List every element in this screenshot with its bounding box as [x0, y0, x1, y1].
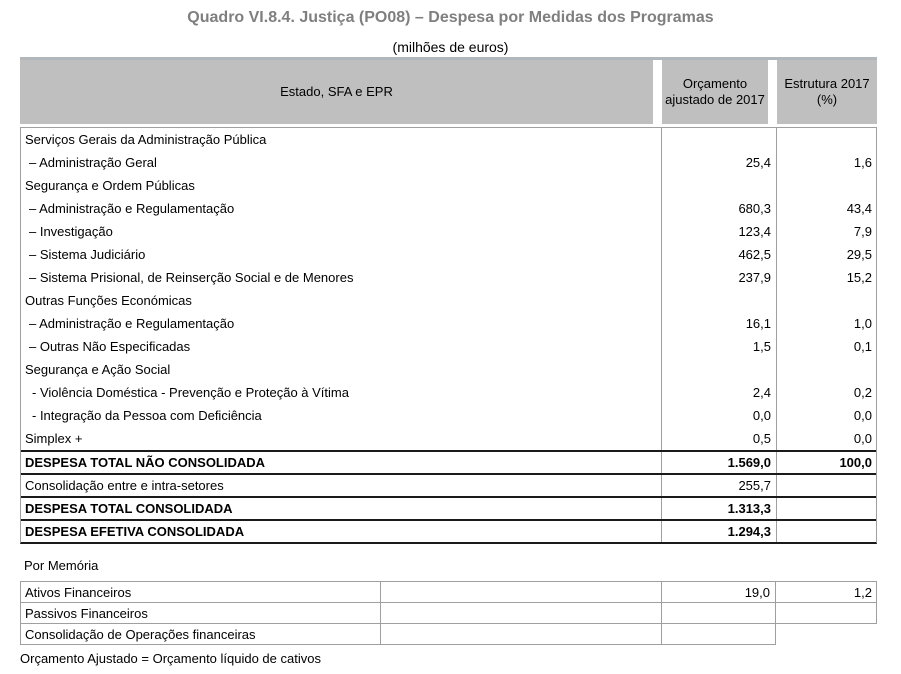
memo-row [21, 582, 877, 603]
table-row [21, 151, 876, 174]
row-pct [776, 289, 876, 312]
row-label: Serviços Gerais da Administração Pública [25, 132, 267, 147]
row-pct: 100,0 [776, 452, 876, 473]
row-pct [776, 358, 876, 381]
table-row [21, 496, 876, 519]
row-pct: 43,4 [776, 197, 876, 220]
table-row [21, 519, 876, 542]
row-value [661, 174, 776, 197]
header-cell-structure-pct: Estrutura 2017 (%) [777, 60, 877, 124]
row-value: 1.294,3 [661, 521, 776, 542]
memo-row-pct [776, 603, 877, 624]
memo-row-label: Passivos Financeiros [21, 603, 381, 624]
row-value: 1.569,0 [661, 452, 776, 473]
row-label: DESPESA TOTAL NÃO CONSOLIDADA [25, 455, 266, 470]
header-cell-adjusted-budget: Orçamento ajustado de 2017 [662, 60, 768, 124]
memo-row-value: 19,0 [662, 582, 776, 603]
row-pct: 0,0 [776, 427, 876, 450]
row-value: 462,5 [661, 243, 776, 266]
row-label: – Administração e Regulamentação [29, 201, 235, 216]
row-value: 1.313,3 [661, 498, 776, 519]
row-label: – Outras Não Especificadas [29, 339, 191, 354]
memo-row-pct: 1,2 [776, 582, 877, 603]
row-pct [776, 521, 876, 542]
row-value: 0,0 [661, 404, 776, 427]
row-value: 237,9 [661, 266, 776, 289]
row-pct: 1,6 [776, 151, 876, 174]
footnote: Orçamento Ajustado = Orçamento líquido de cativos [20, 651, 321, 666]
table-row [21, 427, 876, 450]
table-row [21, 473, 876, 496]
row-value [661, 289, 776, 312]
row-label: – Administração e Regulamentação [29, 316, 235, 331]
row-pct: 0,0 [776, 404, 876, 427]
row-label: Segurança e Ordem Públicas [25, 178, 195, 193]
row-pct [776, 498, 876, 519]
table-row [21, 404, 876, 427]
row-pct: 0,2 [776, 381, 876, 404]
row-value: 25,4 [661, 151, 776, 174]
row-value: 16,1 [661, 312, 776, 335]
row-label: – Sistema Prisional, de Reinserção Social e de Menores [29, 270, 354, 285]
row-label: Simplex + [25, 431, 83, 446]
row-label: - Integração da Pessoa com Deficiência [32, 408, 262, 423]
row-value: 1,5 [661, 335, 776, 358]
memo-row-label: Ativos Financeiros [21, 582, 381, 603]
memo-row-spacer [381, 582, 662, 603]
table-row [21, 128, 876, 151]
table-row [21, 358, 876, 381]
memo-row-value [662, 603, 776, 624]
table-body [20, 127, 877, 544]
table-row [21, 450, 876, 473]
row-pct [776, 174, 876, 197]
memo-row-spacer [381, 624, 662, 645]
row-value: 2,4 [661, 381, 776, 404]
memo-table [20, 581, 877, 645]
row-pct: 15,2 [776, 266, 876, 289]
table-title: Quadro VI.8.4. Justiça (PO08) – Despesa por Medidas dos Programas [187, 9, 714, 26]
row-pct [776, 128, 876, 151]
row-value [661, 358, 776, 381]
row-value: 123,4 [661, 220, 776, 243]
row-label: Consolidação entre e intra-setores [25, 478, 224, 493]
table-row [21, 266, 876, 289]
row-pct: 29,5 [776, 243, 876, 266]
row-label: – Sistema Judiciário [29, 247, 146, 262]
table-row [21, 312, 876, 335]
table-header-row [20, 60, 877, 124]
row-label: – Administração Geral [29, 155, 157, 170]
row-label: Segurança e Ação Social [25, 362, 171, 377]
row-label: – Investigação [29, 224, 113, 239]
row-value: 680,3 [661, 197, 776, 220]
row-pct: 0,1 [776, 335, 876, 358]
memo-row-spacer [381, 603, 662, 624]
header-cell-entity: Estado, SFA e EPR [20, 60, 653, 124]
memo-section-title: Por Memória [24, 558, 99, 573]
row-pct: 1,0 [776, 312, 876, 335]
table-units-subtitle: (milhões de euros) [392, 39, 509, 55]
expense-table [20, 57, 877, 544]
memo-row-value [662, 624, 776, 645]
row-label: Outras Funções Económicas [25, 293, 192, 308]
table-row [21, 197, 876, 220]
row-value [661, 128, 776, 151]
row-label: DESPESA TOTAL CONSOLIDADA [25, 501, 233, 516]
table-row [21, 289, 876, 312]
row-pct [776, 475, 876, 496]
table-row [21, 335, 876, 358]
table-row [21, 220, 876, 243]
memo-row [21, 603, 877, 624]
row-label: - Violência Doméstica - Prevenção e Proteção à Vítima [32, 385, 349, 400]
row-label: DESPESA EFETIVA CONSOLIDADA [25, 524, 245, 539]
table-row [21, 243, 876, 266]
row-value: 255,7 [661, 475, 776, 496]
table-row [21, 381, 876, 404]
memo-row [21, 624, 877, 645]
memo-row-label: Consolidação de Operações financeiras [21, 624, 381, 645]
row-pct: 7,9 [776, 220, 876, 243]
row-value: 0,5 [661, 427, 776, 450]
table-row [21, 174, 876, 197]
